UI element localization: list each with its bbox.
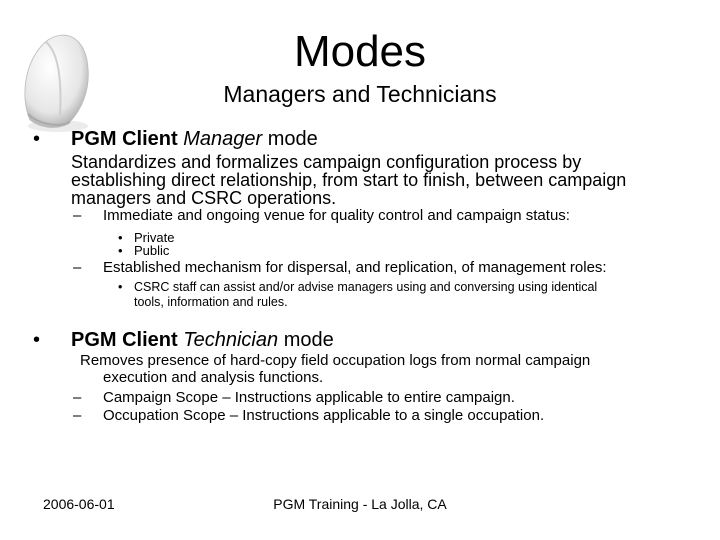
sub-item-text: Campaign Scope – Instructions applicable to entire campaign. [103,389,515,406]
dash: – [73,259,82,276]
dash: – [73,389,82,406]
sub-item-text: Immediate and ongoing venue for quality control and campaign status: [103,207,570,224]
item-text: Public [134,243,170,258]
sub-item-quality [73,207,570,224]
bullet: • [118,280,123,294]
footer-center: PGM Training - La Jolla, CA [273,496,447,512]
paragraph-line: managers and CSRC operations. [71,188,337,208]
heading-rest: mode [283,329,334,351]
sub-item-campaign-scope [73,389,515,406]
heading-bold: PGM Client [71,329,178,351]
list-item-csrc [118,280,598,310]
manager-paragraph [71,153,626,207]
bullet: • [33,329,41,351]
heading-italic: Technician [183,329,279,351]
section-heading-technician [33,329,334,352]
section-heading-manager [33,128,318,151]
sub-item-mechanism [73,259,607,276]
slide-subtitle: Managers and Technicians [223,81,497,107]
technician-paragraph [80,352,590,386]
bullet: • [118,243,123,258]
item-line: tools, information and rules. [134,295,288,309]
list-item-public [118,243,170,258]
paragraph-line: Removes presence of hard-copy field occupation logs from normal campaign [80,352,591,369]
heading-rest: mode [267,128,318,150]
slide-title: Modes [293,27,427,76]
item-text: Private [134,230,175,245]
sub-item-occupation-scope [73,407,545,424]
footer-date: 2006-06-01 [43,496,115,512]
sub-item-text: Established mechanism for dispersal, and replication, of management roles: [103,259,607,276]
bullet: • [118,230,123,245]
heading-bold: PGM Client [71,128,178,150]
dash: – [73,207,82,224]
dash: – [73,407,82,424]
heading-italic: Manager [183,128,263,150]
paragraph-line: Standardizes and formalizes campaign configuration process by [71,152,582,172]
bullet: • [33,128,41,150]
sub-item-text: Occupation Scope – Instructions applicable to a single occupation. [103,407,545,424]
paragraph-line: execution and analysis functions. [103,369,324,386]
paragraph-line: establishing direct relationship, from start to finish, between campaign [71,170,627,190]
item-line: CSRC staff can assist and/or advise managers using and conversing using identical [134,280,598,294]
